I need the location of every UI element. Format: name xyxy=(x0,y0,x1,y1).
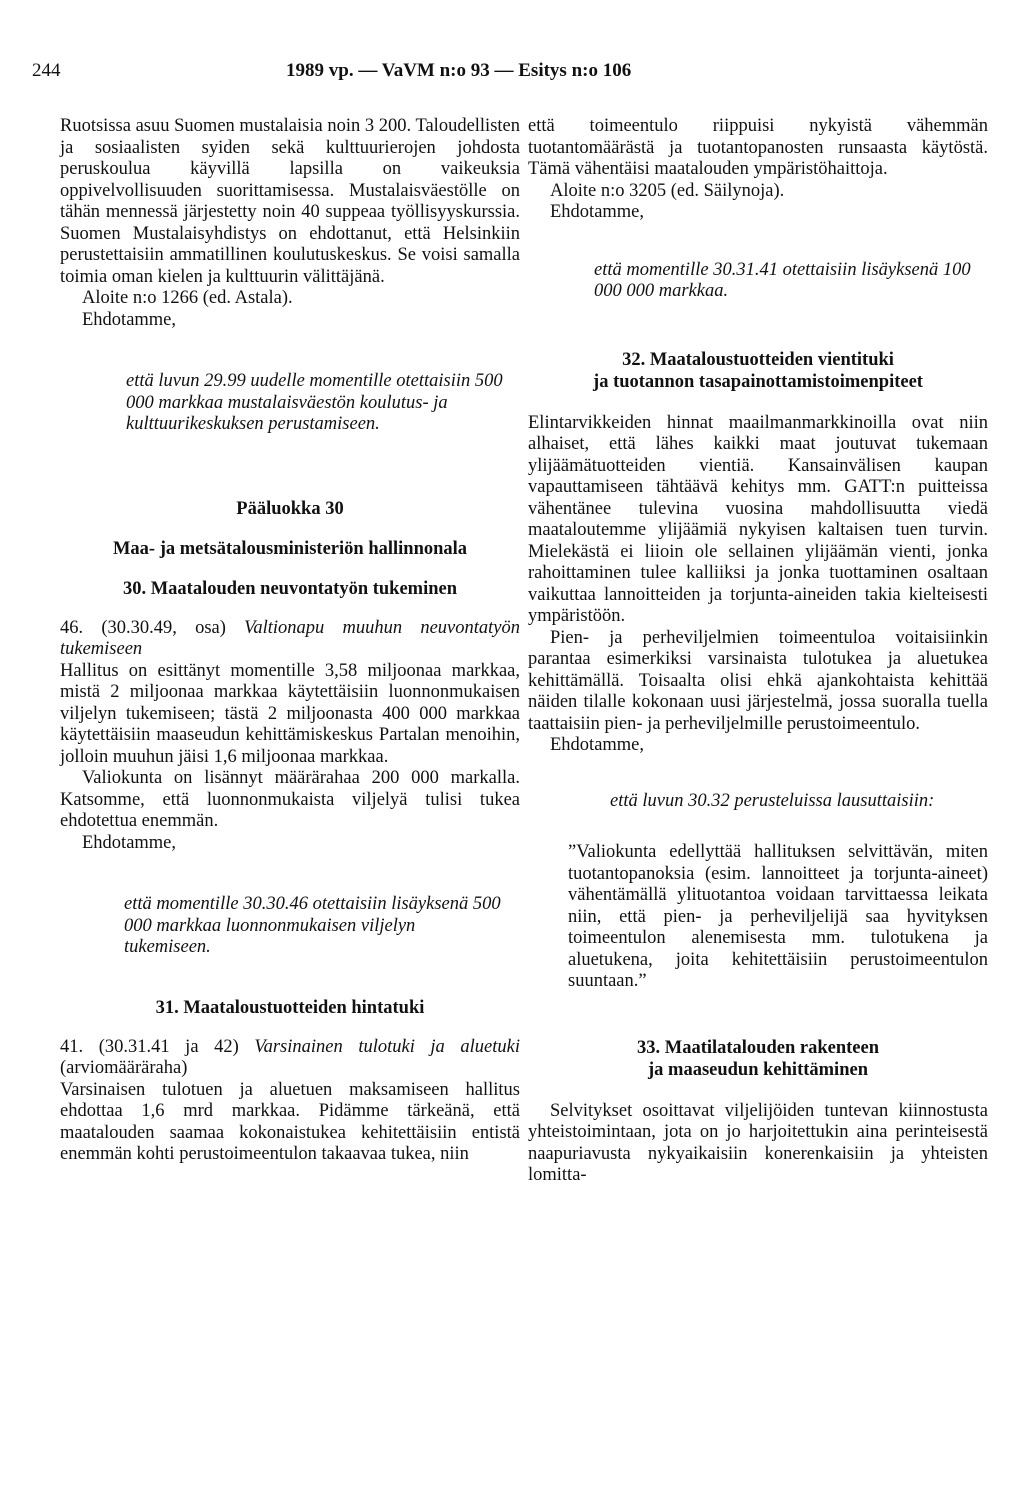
item-type: (arviomääräraha) xyxy=(60,1058,188,1078)
item-title: Varsinainen tulotuki ja aluetuki xyxy=(254,1036,520,1057)
paragraph: Ehdotamme, xyxy=(82,309,177,330)
page-number: 244 xyxy=(32,60,61,81)
proposal: että momentille 30.30.46 otettaisiin lisäyksenä 500 000 markkaa luonnonmukaisen viljelyn tukemiseen. xyxy=(124,894,501,957)
item-title: Valtionapu muuhun neuvontatyön tukemiseen xyxy=(60,617,521,659)
proposal: että luvun 30.32 perusteluissa lausuttaisiin: xyxy=(610,790,935,811)
paragraph: Ehdotamme, xyxy=(82,832,177,853)
paragraph: Valiokunta on lisännyt määrärahaa 200 000 markalla. Katsomme, että luonnonmukaista viljelyä tulisi tukea ehdotettua enemmän. xyxy=(60,768,520,831)
paragraph: Elintarvikkeiden hinnat maailmanmarkkinoilla ovat niin alhaiset, että lähes kaikki maat joutuvat tukemaan ylijäämätuotteiden vientiä. Kansainvälisen kaupan vapauttamiseen tähtäävä kehitys mm. GATT:n puitteissa vähentänee tulevina vuosina mahdollisuutta viedä maataloutemme ylijäämiä nykyisen kaltaisen tuen turvin. Mielekästä ei liioin ole sellainen ylijäämän vienti, jonka rahoittaminen tulee kalliiksi ja jonka tuottaminen osaltaan vaikuttaa lannoitteiden ja torjunta-aineiden takia kielteisesti ympäristöön. xyxy=(528,412,988,626)
item-number: 41. (30.31.41 ja 42) xyxy=(60,1036,239,1057)
chapter-heading: 30. Maatalouden neuvontatyön tukeminen xyxy=(122,578,458,599)
heading-line: 32. Maataloustuotteiden vientituki xyxy=(622,349,894,370)
paragraph: Pien- ja perheviljelmien toimeentuloa voitaisiinkin parantaa esimerkiksi varsinaista tulotukea ja aluetukea kehittämällä. Toisaalta olisi ehkä ajankohtaista kehittää näiden tilalle kokonaan uusi järjestelmä, jossa suoralla tuella taattaisiin pien- ja perheviljelmille perustoimeentulo. xyxy=(528,627,988,734)
heading-line: ja tuotannon tasapainottamistoimenpiteet xyxy=(593,371,923,392)
chapter-heading: 31. Maataloustuotteiden hintatuki xyxy=(155,997,425,1018)
paragraph: Aloite n:o 3205 (ed. Säilynoja). xyxy=(550,180,785,201)
item-number: 46. (30.30.49, osa) xyxy=(60,617,226,638)
chapter-heading xyxy=(528,349,988,393)
proposal: että luvun 29.99 uudelle momentille otettaisiin 500 000 markkaa mustalaisväestön koulutus- ja kulttuurikeskuksen perustamiseen. xyxy=(126,371,503,434)
paragraph: Ehdotamme, xyxy=(550,202,645,222)
paragraph: Varsinaisen tulotuen ja aluetuen maksamiseen hallitus ehdottaa 1,6 mrd markkaa. Pidämme tärkeänä, että maatalouden saamaa kokonaistukea kehitettäisiin entistä enemmän kohti perustoimeentulon takaavaa tukea, niin xyxy=(60,1079,520,1164)
section-heading: Pääluokka 30 xyxy=(236,498,344,519)
paragraph: Hallitus on esittänyt momentille 3,58 miljoonaa markkaa, mistä 2 miljoonaa markkaa käytettäisiin luonnonmukaisen viljelyn tukemiseen; tästä 2 miljoonasta 400 000 markkaa käytettäisiin maaseudun kehittämiskeskus Partalan menoihin, jolloin muuhun jäisi 1,6 miljoonaa markkaa. xyxy=(60,660,520,767)
item-heading xyxy=(60,618,520,661)
proposal: että momentille 30.31.41 otettaisiin lisäyksenä 100 000 000 markkaa. xyxy=(594,259,971,301)
chapter-heading xyxy=(528,1037,988,1081)
left-column xyxy=(60,116,520,1166)
section-heading: Maa- ja metsätalousministeriön hallinnonala xyxy=(112,538,468,559)
paragraph: Selvitykset osoittavat viljelijöiden tuntevan kiinnostusta yhteistoimintaan, jota on jo harjoitettukin aina perinteisestä naapuriavusta nykyaikaisiin konerenkaisiin ja yhteisten lomitta- xyxy=(528,1100,988,1185)
heading-line: ja maaseudun kehittäminen xyxy=(648,1059,868,1080)
paragraph: Ehdotamme, xyxy=(550,735,645,755)
paragraph: Ruotsissa asuu Suomen mustalaisia noin 3 200. Taloudellisten ja sosiaalisten syiden sekä kulttuurierojen johdosta peruskoulua käyvillä lapsilla on vaikeuksia oppivelvollisuuden suorittamisessa. Mustalaisväestölle on tähän mennessä järjestetty noin 40 suppeaa työllisyyskurssia. Suomen Mustalaisyhdistys on ehdottanut, että Helsinkiin perustettaisiin ammatillinen koulutuskeskus. Se voisi samalla toimia oman kielen ja kulttuurin välittäjänä. xyxy=(60,116,520,287)
quotation: ”Valiokunta edellyttää hallituksen selvittävän, miten tuotantopanoksia (esim. lannoitteet ja torjunta-aineet) vähentämällä ylituotantoa voidaan tarvittaessa leikata niin, että pien- ja perheviljelijä saa hyvityksen toimeentulon alenemisesta mm. tulotukena ja aluetukena, joita kehitettäisiin perustoimeentulon suuntaan.” xyxy=(568,842,988,991)
heading-line: 33. Maatilatalouden rakenteen xyxy=(636,1037,880,1058)
item-heading xyxy=(60,1037,520,1080)
right-column xyxy=(528,116,988,1187)
paragraph: Aloite n:o 1266 (ed. Astala). xyxy=(82,288,293,308)
paragraph: että toimeentulo riippuisi nykyistä vähemmän tuotantomäärästä ja tuotantopanosten runsaasta käytöstä. Tämä vähentäisi maatalouden ympäristöhaittoja. xyxy=(528,116,988,179)
running-title: 1989 vp. — VaVM n:o 93 — Esitys n:o 106 xyxy=(286,60,632,81)
